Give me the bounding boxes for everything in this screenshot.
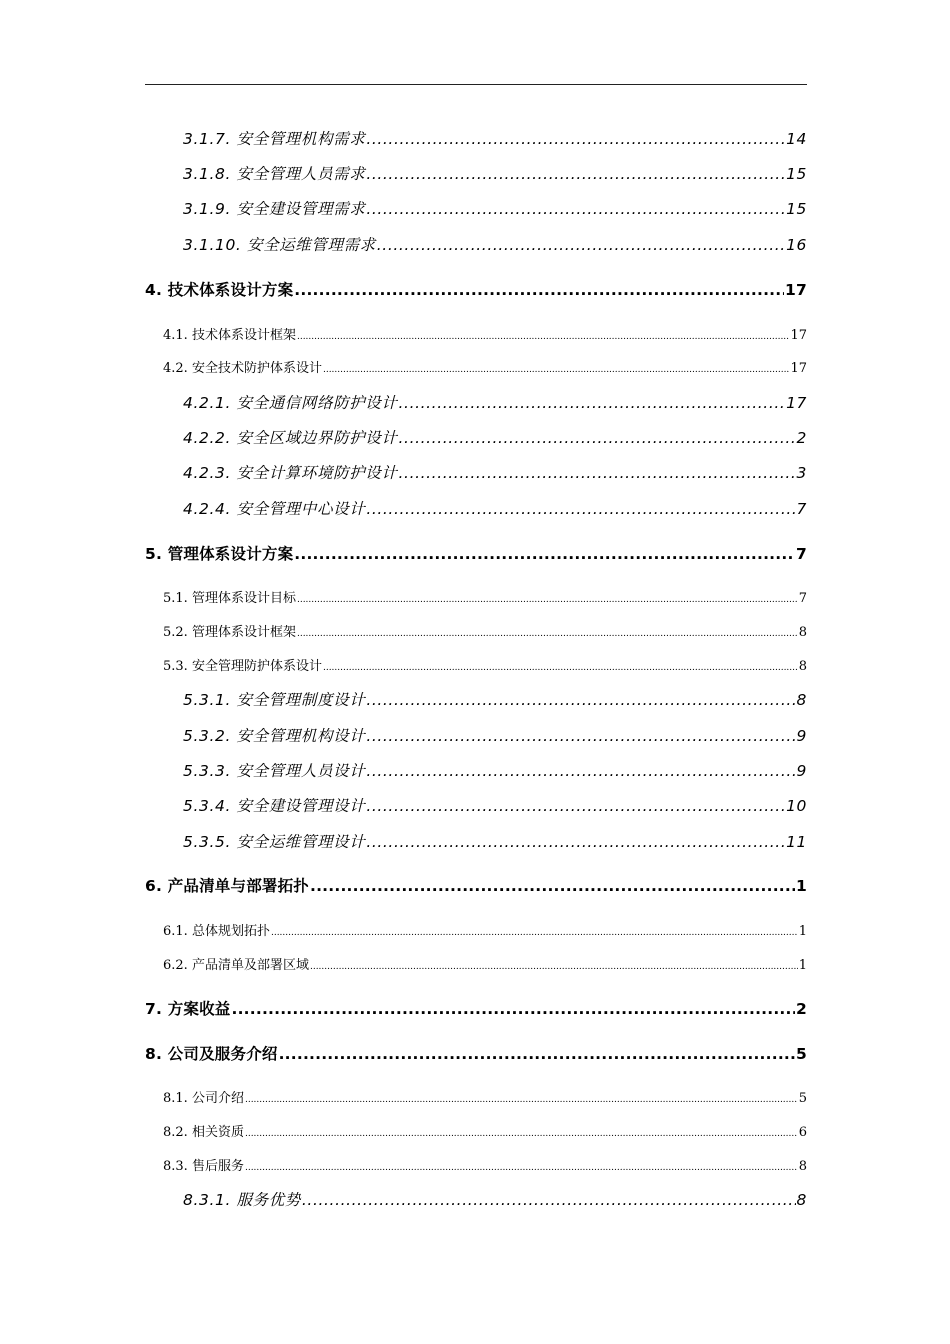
toc-dot-leader [366,691,795,709]
toc-dot-leader [366,762,795,780]
toc-page-number: 7 [798,591,807,606]
toc-page-number: 8 [798,659,807,674]
toc-dot-leader [377,236,785,254]
toc-page-number: 9 [796,727,807,745]
toc-page-number: 16 [786,236,807,254]
toc-page-number: 7 [796,545,807,563]
toc-section-entry[interactable] [163,587,807,606]
toc-page-number: 8 [798,625,807,640]
toc-entry[interactable] [183,688,807,710]
toc-page-number: 14 [786,130,807,148]
toc-dot-leader [366,200,785,218]
toc-entry[interactable] [183,759,807,781]
toc-entry-label: 5.3. 安全管理防护体系设计 [163,659,322,674]
toc-dot-leader [399,464,796,482]
toc-page-number: 17 [790,328,807,343]
toc-entry-label: 8.3.1. 服务优势 [183,1191,301,1209]
toc-entry-label: 5. 管理体系设计方案 [145,545,294,563]
toc-dot-leader [232,1000,796,1018]
toc-entry-label: 6. 产品清单与部署拓扑 [145,877,309,895]
toc-section-entry[interactable] [163,1121,807,1140]
toc-page-number: 11 [786,833,807,851]
toc-section-entry[interactable] [163,1087,807,1106]
toc-dot-leader [310,962,798,972]
header-rule [145,84,807,85]
toc-page-number: 8 [796,691,807,709]
toc-dot-leader [245,1095,798,1105]
toc-section-entry[interactable] [163,357,807,376]
toc-chapter-entry[interactable] [145,997,807,1019]
toc-page-number: 1 [796,877,807,895]
toc-dot-leader [310,877,795,895]
toc-page-number: 7 [796,500,807,518]
toc-dot-leader [271,928,798,938]
toc-entry-label: 5.3.2. 安全管理机构设计 [183,727,366,745]
toc-entry-label: 6.2. 产品清单及部署区域 [163,958,309,973]
toc-entry-label: 5.3.5. 安全运维管理设计 [183,833,366,851]
toc-entry[interactable] [183,233,807,255]
toc-entry[interactable] [183,830,807,852]
toc-entry-label: 4.2.4. 安全管理中心设计 [183,500,366,518]
toc-dot-leader [245,1163,798,1173]
toc-entry-label: 7. 方案收益 [145,1000,231,1018]
toc-dot-leader [366,797,785,815]
toc-entry-label: 5.2. 管理体系设计框架 [163,625,296,640]
toc-chapter-entry[interactable] [145,874,807,896]
toc-section-entry[interactable] [163,920,807,939]
toc-entry[interactable] [183,497,807,519]
toc-page-number: 15 [786,200,807,218]
toc-dot-leader [294,545,795,563]
toc-dot-leader [366,130,785,148]
toc-entry-label: 4.2. 安全技术防护体系设计 [163,361,322,376]
toc-entry[interactable] [183,127,807,149]
toc-page-number: 8 [798,1159,807,1174]
toc-dot-leader [366,500,795,518]
toc-entry[interactable] [183,724,807,746]
toc-page-number: 10 [786,797,807,815]
toc-entry[interactable] [183,461,807,483]
toc-entry-label: 4. 技术体系设计方案 [145,281,294,299]
toc-entry[interactable] [183,426,807,448]
toc-section-entry[interactable] [163,621,807,640]
toc-page-number: 5 [796,1045,807,1063]
toc-chapter-entry[interactable] [145,278,807,300]
toc-entry-label: 8. 公司及服务介绍 [145,1045,278,1063]
toc-entry[interactable] [183,162,807,184]
toc-page-number: 15 [786,165,807,183]
toc-page-number: 17 [790,361,807,376]
toc-entry-label: 3.1.10. 安全运维管理需求 [183,236,376,254]
toc-entry-label: 6.1. 总体规划拓扑 [163,924,270,939]
toc-entry-label: 5.3.4. 安全建设管理设计 [183,797,366,815]
toc-page-number: 17 [785,281,807,299]
toc-dot-leader [297,332,789,342]
toc-page-number: 1 [798,924,807,939]
toc-entry-label: 4.1. 技术体系设计框架 [163,328,296,343]
toc-dot-leader [294,281,784,299]
toc-entry-label: 4.2.2. 安全区域边界防护设计 [183,429,398,447]
toc-chapter-entry[interactable] [145,1042,807,1064]
toc-dot-leader [297,629,798,639]
toc-entry-label: 3.1.7. 安全管理机构需求 [183,130,366,148]
toc-dot-leader [323,365,789,375]
toc-page-number: 5 [798,1091,807,1106]
toc-page-number: 8 [796,1191,807,1209]
toc-entry-label: 3.1.8. 安全管理人员需求 [183,165,366,183]
toc-page-number: 3 [796,464,807,482]
toc-entry-label: 5.3.1. 安全管理制度设计 [183,691,366,709]
toc-dot-leader [279,1045,795,1063]
toc-entry-label: 3.1.9. 安全建设管理需求 [183,200,366,218]
toc-dot-leader [399,394,786,412]
toc-section-entry[interactable] [163,655,807,674]
toc-dot-leader [366,727,795,745]
toc-entry-label: 5.3.3. 安全管理人员设计 [183,762,366,780]
toc-dot-leader [323,663,798,673]
toc-dot-leader [245,1129,798,1139]
toc-entry-label: 4.2.3. 安全计算环境防护设计 [183,464,398,482]
toc-entry-label: 4.2.1. 安全通信网络防护设计 [183,394,398,412]
toc-entry[interactable] [183,1188,807,1210]
toc-dot-leader [366,833,785,851]
toc-page-number: 1 [798,958,807,973]
toc-section-entry[interactable] [163,324,807,343]
toc-page-number: 2 [796,429,807,447]
toc-page-number: 6 [798,1125,807,1140]
toc-section-entry[interactable] [163,1155,807,1174]
toc-entry[interactable] [183,794,807,816]
toc-entry[interactable] [183,391,807,413]
toc-section-entry[interactable] [163,954,807,973]
toc-entry-label: 8.1. 公司介绍 [163,1091,244,1106]
toc-page-number: 2 [796,1000,807,1018]
toc-entry-label: 8.2. 相关资质 [163,1125,244,1140]
toc-dot-leader [302,1191,796,1209]
toc-dot-leader [399,429,796,447]
toc-dot-leader [366,165,785,183]
toc-page-number: 17 [786,394,807,412]
toc-entry-label: 8.3. 售后服务 [163,1159,244,1174]
toc-page-number: 9 [796,762,807,780]
toc-dot-leader [297,595,798,605]
toc-entry-label: 5.1. 管理体系设计目标 [163,591,296,606]
toc-entry[interactable] [183,197,807,219]
toc-chapter-entry[interactable] [145,542,807,564]
